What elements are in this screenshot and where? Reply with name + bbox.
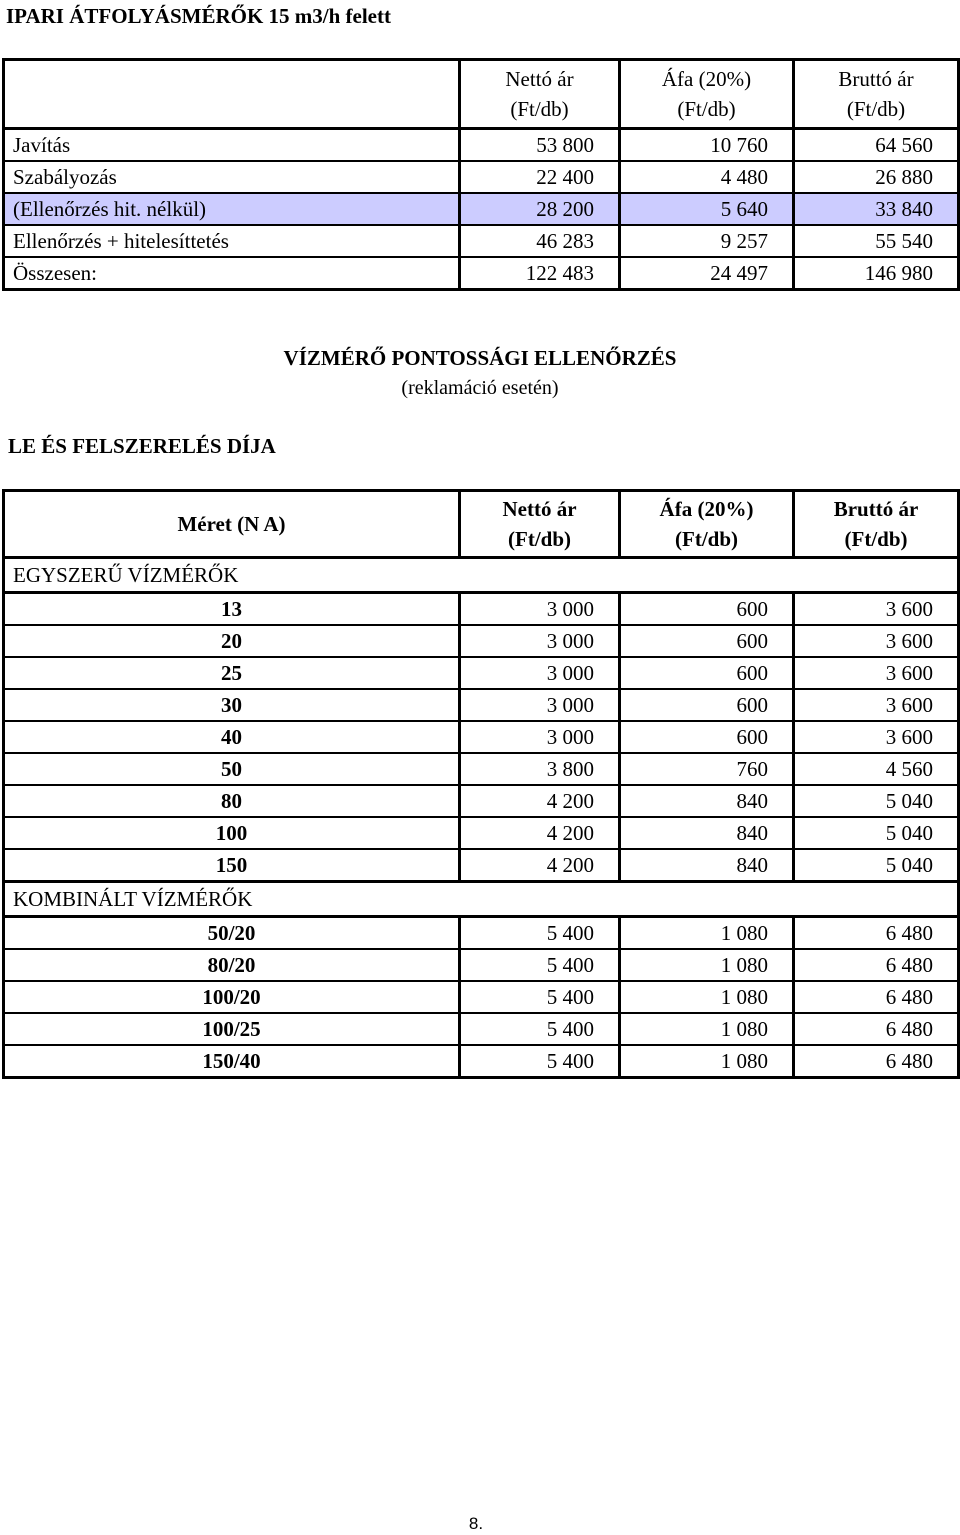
net-cell: 3 000 <box>460 593 620 626</box>
vat-cell: 760 <box>620 753 794 785</box>
vat-cell: 5 640 <box>620 193 794 225</box>
vat-cell: 600 <box>620 689 794 721</box>
net-cell: 53 800 <box>460 129 620 162</box>
industrial-meters-title: IPARI ÁTFOLYÁSMÉRŐK 15 m3/h felett <box>6 4 391 28</box>
header-size: Méret (N A) <box>4 491 460 558</box>
table-row-highlighted <box>4 193 959 225</box>
table-row <box>4 593 959 626</box>
vat-cell: 1 080 <box>620 1013 794 1045</box>
net-cell: 46 283 <box>460 225 620 257</box>
net-cell: 3 000 <box>460 721 620 753</box>
gross-cell: 146 980 <box>794 257 959 290</box>
row-label: Összesen: <box>4 257 460 290</box>
gross-cell: 6 480 <box>794 1045 959 1078</box>
row-label: Javítás <box>4 129 460 162</box>
size-cell: 100 <box>4 817 460 849</box>
net-cell: 4 200 <box>460 817 620 849</box>
size-cell: 40 <box>4 721 460 753</box>
net-cell: 5 400 <box>460 1045 620 1078</box>
table-row <box>4 817 959 849</box>
accuracy-check-subtitle: (reklamáció esetén) <box>401 377 559 399</box>
vat-cell: 600 <box>620 593 794 626</box>
vat-cell: 600 <box>620 625 794 657</box>
size-cell: 20 <box>4 625 460 657</box>
vat-cell: 10 760 <box>620 129 794 162</box>
vat-cell: 1 080 <box>620 917 794 950</box>
header-gross-price: Bruttó ár (Ft/db) <box>794 60 959 129</box>
header-vat: Áfa (20%) (Ft/db) <box>620 60 794 129</box>
section-label: KOMBINÁLT VÍZMÉRŐK <box>4 882 959 917</box>
size-cell: 150/40 <box>4 1045 460 1078</box>
simple-meter-rows <box>4 593 959 882</box>
table-row <box>4 1045 959 1078</box>
size-cell: 100/20 <box>4 981 460 1013</box>
table-row <box>4 625 959 657</box>
size-cell: 25 <box>4 657 460 689</box>
accuracy-check-title: VÍZMÉRŐ PONTOSSÁGI ELLENŐRZÉS <box>283 346 677 370</box>
vat-cell: 1 080 <box>620 981 794 1013</box>
industrial-price-table <box>2 58 960 291</box>
page-number: 8. <box>468 1514 484 1533</box>
net-cell: 5 400 <box>460 917 620 950</box>
table-row <box>4 689 959 721</box>
installation-fee-title: LE ÉS FELSZERELÉS DÍJA <box>8 434 276 458</box>
net-cell: 4 200 <box>460 785 620 817</box>
gross-cell: 33 840 <box>794 193 959 225</box>
vat-cell: 600 <box>620 721 794 753</box>
header-net-price: Nettó ár (Ft/db) <box>460 491 620 558</box>
table-row <box>4 721 959 753</box>
gross-cell: 6 480 <box>794 981 959 1013</box>
gross-cell: 5 040 <box>794 849 959 882</box>
gross-cell: 5 040 <box>794 785 959 817</box>
size-cell: 100/25 <box>4 1013 460 1045</box>
section-label: EGYSZERŰ VÍZMÉRŐK <box>4 558 959 593</box>
table-row <box>4 949 959 981</box>
vat-cell: 9 257 <box>620 225 794 257</box>
vat-cell: 1 080 <box>620 949 794 981</box>
row-label: (Ellenőrzés hit. nélkül) <box>4 193 460 225</box>
vat-cell: 840 <box>620 785 794 817</box>
table-row <box>4 657 959 689</box>
net-cell: 28 200 <box>460 193 620 225</box>
gross-cell: 3 600 <box>794 689 959 721</box>
net-cell: 4 200 <box>460 849 620 882</box>
size-cell: 13 <box>4 593 460 626</box>
net-cell: 5 400 <box>460 949 620 981</box>
gross-cell: 55 540 <box>794 225 959 257</box>
header-gross-price: Bruttó ár (Ft/db) <box>794 491 959 558</box>
header-blank-cell <box>4 60 460 129</box>
installation-price-table <box>2 489 960 1079</box>
net-cell: 5 400 <box>460 981 620 1013</box>
net-cell: 5 400 <box>460 1013 620 1045</box>
table-row <box>4 1013 959 1045</box>
gross-cell: 6 480 <box>794 917 959 950</box>
section-row-simple <box>4 558 959 593</box>
size-cell: 150 <box>4 849 460 882</box>
size-cell: 50 <box>4 753 460 785</box>
net-cell: 22 400 <box>460 161 620 193</box>
gross-cell: 26 880 <box>794 161 959 193</box>
net-cell: 3 000 <box>460 689 620 721</box>
table-row <box>4 129 959 162</box>
row-label: Ellenőrzés + hitelesíttetés <box>4 225 460 257</box>
net-cell: 3 000 <box>460 657 620 689</box>
vat-cell: 840 <box>620 849 794 882</box>
net-cell: 3 800 <box>460 753 620 785</box>
net-cell: 3 000 <box>460 625 620 657</box>
row-label: Szabályozás <box>4 161 460 193</box>
size-cell: 50/20 <box>4 917 460 950</box>
vat-cell: 24 497 <box>620 257 794 290</box>
table-row <box>4 849 959 882</box>
vat-cell: 4 480 <box>620 161 794 193</box>
table-header-row <box>4 491 959 558</box>
combined-meter-rows <box>4 917 959 1078</box>
vat-cell: 600 <box>620 657 794 689</box>
table-header-row <box>4 60 959 129</box>
size-cell: 80 <box>4 785 460 817</box>
header-vat: Áfa (20%) (Ft/db) <box>620 491 794 558</box>
table-row <box>4 785 959 817</box>
gross-cell: 3 600 <box>794 721 959 753</box>
gross-cell: 6 480 <box>794 949 959 981</box>
vat-cell: 840 <box>620 817 794 849</box>
table-row <box>4 161 959 193</box>
gross-cell: 3 600 <box>794 657 959 689</box>
table-row <box>4 981 959 1013</box>
gross-cell: 3 600 <box>794 593 959 626</box>
table-row <box>4 225 959 257</box>
gross-cell: 5 040 <box>794 817 959 849</box>
net-cell: 122 483 <box>460 257 620 290</box>
gross-cell: 6 480 <box>794 1013 959 1045</box>
gross-cell: 64 560 <box>794 129 959 162</box>
header-net-price: Nettó ár (Ft/db) <box>460 60 620 129</box>
size-cell: 30 <box>4 689 460 721</box>
gross-cell: 3 600 <box>794 625 959 657</box>
gross-cell: 4 560 <box>794 753 959 785</box>
size-cell: 80/20 <box>4 949 460 981</box>
vat-cell: 1 080 <box>620 1045 794 1078</box>
section-row-combined <box>4 882 959 917</box>
table-row-total <box>4 257 959 290</box>
table-row <box>4 753 959 785</box>
table-row <box>4 917 959 950</box>
